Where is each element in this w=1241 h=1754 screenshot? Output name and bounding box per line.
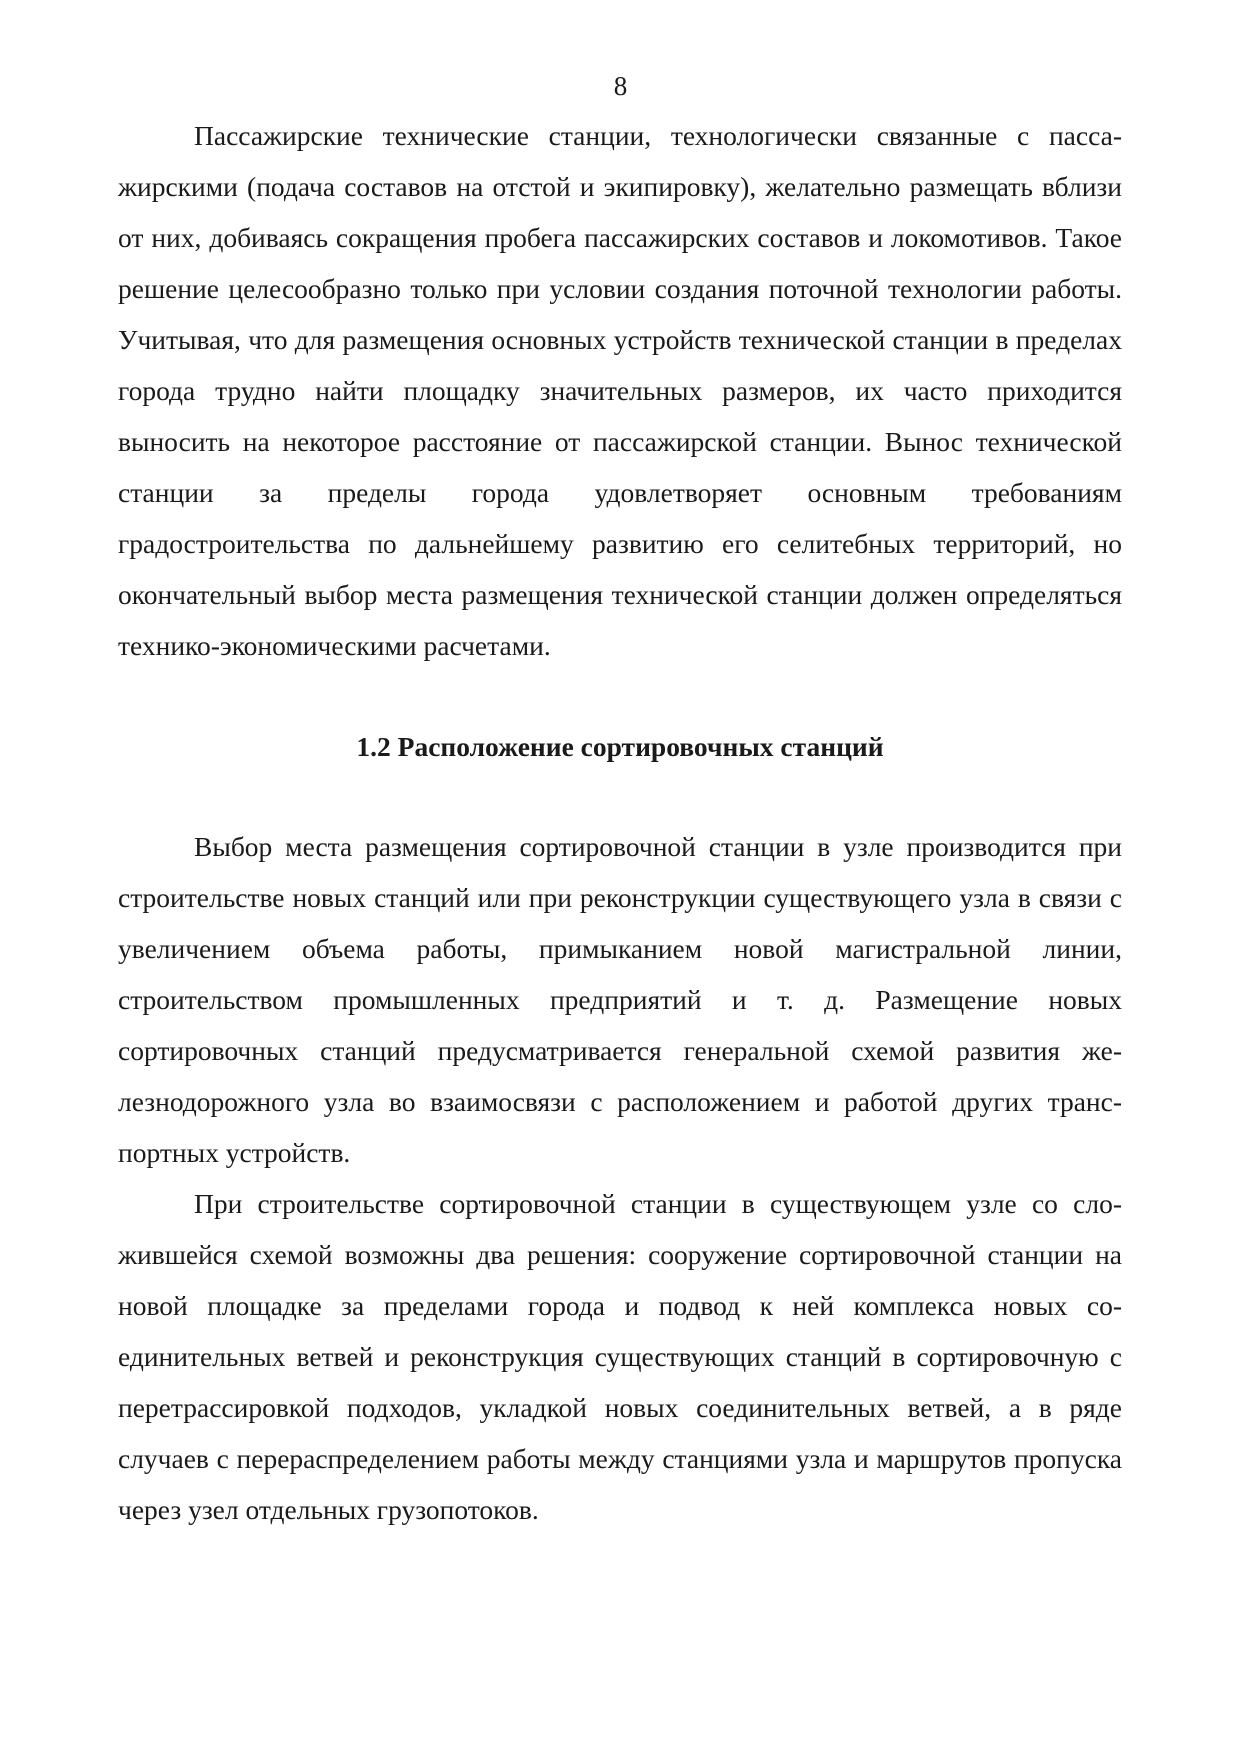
paragraph-technical-stations: Пассажирские технические станции, технологически связанные с пассажирскими (подача составов на отстой и экипировку), желательно размещать вблизи от них, добиваясь сокращения пробега пассажирских составов и локомотивов. Такое решение целесообразно только при условии создания поточной технологии работы. Учитывая, что для размещения основных устройств технической станции в пределах города трудно найти площадку значительных размеров, их часто приходится выносить на некоторое расстояние от пассажирской станции. Вынос технической станции за пределы города удовлетворяет основным требованиям градостроительства по дальнейшему развитию его селитебных территорий, но окончательный выбор места размещения технической станции должен определяться технико-экономическими расчетами. [118, 120, 1122, 661]
paragraph-construction-options: При строительстве сортировочной станции в существующем узле со сложившейся схемой возможны два решения: сооружение сортировочной станции на новой площадке за пределами города и подвод к ней комплекса новых соединительных ветвей и реконструкция существующих станций в сортировочную с перетрассировкой подходов, укладкой новых соединительных ветвей, а в ряде случаев с перераспределением работы между станциями узла и маршрутов пропуска через узел отдельных грузопотоков. [118, 1188, 1122, 1525]
section-heading: 1.2 Расположение сортировочных станций [356, 731, 884, 762]
paragraph-site-selection: Выбор места размещения сортировочной станции в узле производится при строительстве новых станций или при реконструкции существующего узла в связи с увеличением объема работы, примыканием новой магистральной линии, строительством промышленных предприятий и т. д. Размещение новых сортировочных станций предусматривается генеральной схемой развития железнодорожного узла во взаимосвязи с расположением и работой других транспортных устройств. [118, 831, 1122, 1168]
document-body [118, 110, 1122, 1535]
page-number: 8 [613, 71, 628, 101]
